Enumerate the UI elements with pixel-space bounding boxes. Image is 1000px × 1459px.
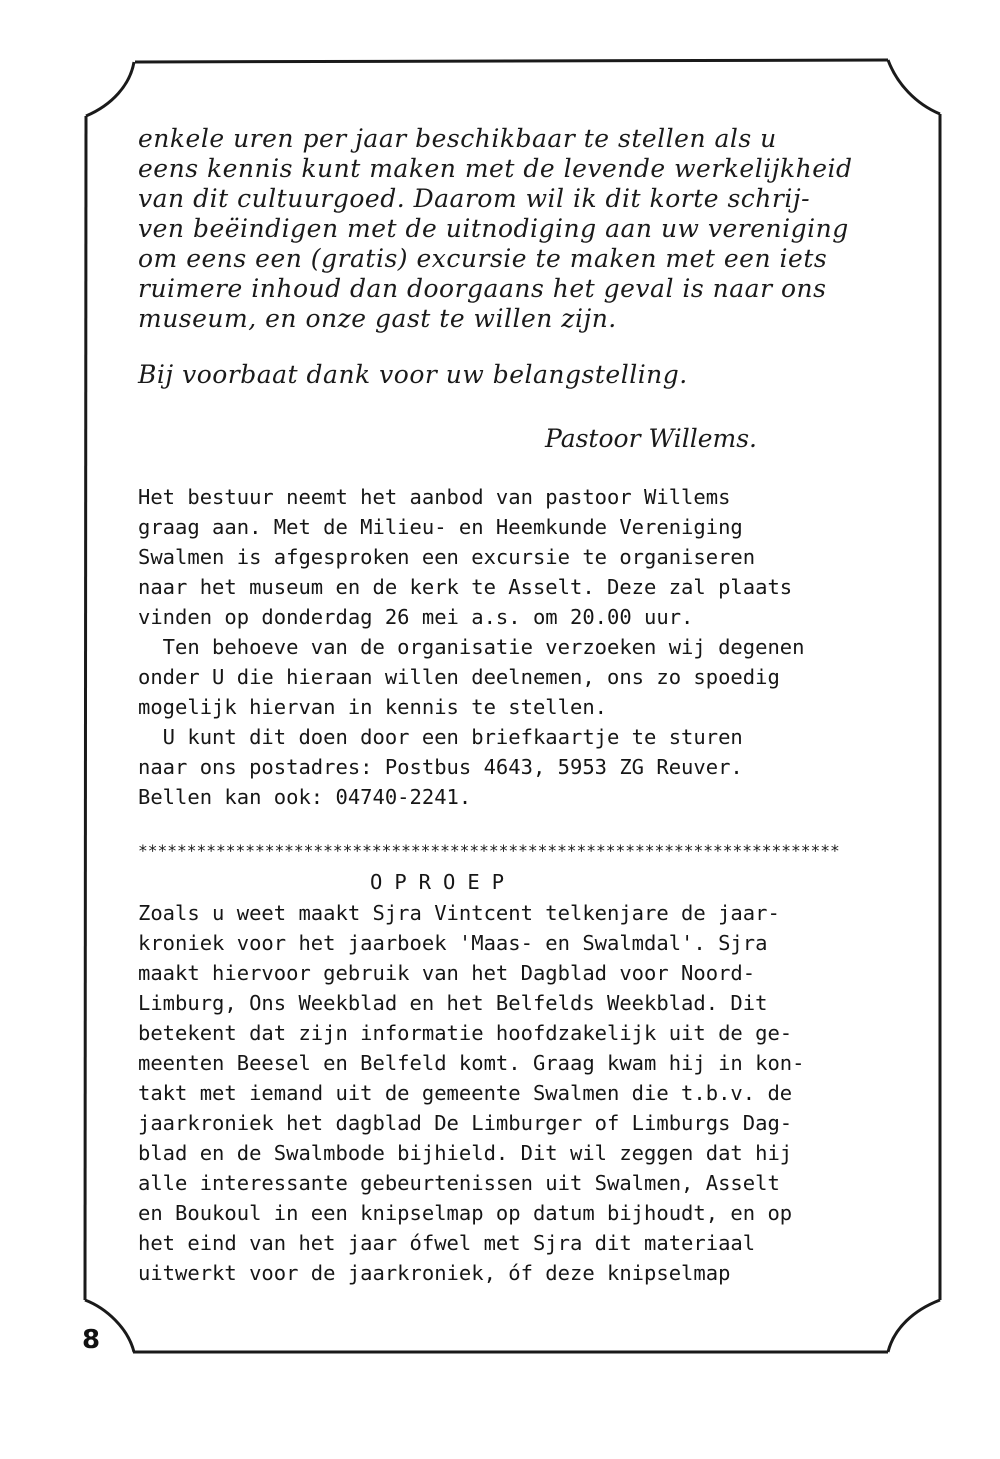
oproep-line: en Boukoul in een knipselmap op datum bijhoudt, en op [138, 1201, 793, 1225]
letter-line: ruimere inhoud dan doorgaans het geval is naar ons [138, 274, 827, 303]
letter-greeting: Bij voorbaat dank voor uw belangstelling. [138, 360, 688, 389]
oproep-line: jaarkroniek het dagblad De Limburger of Limburgs Dag- [138, 1111, 793, 1135]
oproep-line: alle interessante gebeurtenissen uit Swalmen, Asselt [138, 1171, 780, 1195]
announcement-line: vinden op donderdag 26 mei a.s. om 20.00 uur. [138, 605, 694, 629]
announcement-line: Ten behoeve van de organisatie verzoeken wij degenen [138, 635, 805, 659]
announcement-line: mogelijk hiervan in kennis te stellen. [138, 695, 607, 719]
oproep-text [138, 898, 928, 1288]
announcement-text [138, 482, 928, 812]
letter-line: van dit cultuurgoed. Daarom wil ik dit korte schrij- [138, 184, 811, 213]
letter-line: enkele uren per jaar beschikbaar te stellen als u [138, 124, 777, 153]
separator-stars: ************************************************************************ [138, 841, 840, 860]
letter-signature: Pastoor Willems. [545, 424, 757, 453]
oproep-line: Zoals u weet maakt Sjra Vintcent telkenjare de jaar- [138, 901, 780, 925]
page-number: 8 [82, 1325, 101, 1355]
oproep-line: uitwerkt voor de jaarkroniek, óf deze knipselmap [138, 1261, 731, 1285]
announcement-line: graag aan. Met de Milieu- en Heemkunde Vereniging [138, 515, 743, 539]
oproep-heading: OPROEP [370, 870, 517, 894]
oproep-line: meenten Beesel en Belfeld komt. Graag kwam hij in kon- [138, 1051, 805, 1075]
letter-line: ven beëindigen met de uitnodiging aan uw vereniging [138, 214, 849, 243]
oproep-line: betekent dat zijn informatie hoofdzakelijk uit de ge- [138, 1021, 793, 1045]
letter-line: museum, en onze gast te willen zijn. [138, 304, 617, 333]
oproep-line: het eind van het jaar ófwel met Sjra dit materiaal [138, 1231, 756, 1255]
oproep-line: blad en de Swalmbode bijhield. Dit wil zeggen dat hij [138, 1141, 793, 1165]
announcement-line: onder U die hieraan willen deelnemen, ons zo spoedig [138, 665, 780, 689]
announcement-line: Swalmen is afgesproken een excursie te organiseren [138, 545, 756, 569]
announcement-line: naar ons postadres: Postbus 4643, 5953 ZG Reuver. [138, 755, 743, 779]
oproep-line: takt met iemand uit de gemeente Swalmen die t.b.v. de [138, 1081, 793, 1105]
handwritten-letter [138, 124, 918, 390]
oproep-line: Limburg, Ons Weekblad en het Belfelds Weekblad. Dit [138, 991, 768, 1015]
oproep-line: maakt hiervoor gebruik van het Dagblad voor Noord- [138, 961, 756, 985]
announcement-line: U kunt dit doen door een briefkaartje te sturen [138, 725, 743, 749]
letter-line: om eens een (gratis) excursie te maken met een iets [138, 244, 828, 273]
oproep-line: kroniek voor het jaarboek 'Maas- en Swalmdal'. Sjra [138, 931, 768, 955]
announcement-line: naar het museum en de kerk te Asselt. Deze zal plaats [138, 575, 793, 599]
announcement-line: Het bestuur neemt het aanbod van pastoor Willems [138, 485, 731, 509]
letter-line: eens kennis kunt maken met de levende werkelijkheid [138, 154, 853, 183]
announcement-line: Bellen kan ook: 04740-2241. [138, 785, 472, 809]
